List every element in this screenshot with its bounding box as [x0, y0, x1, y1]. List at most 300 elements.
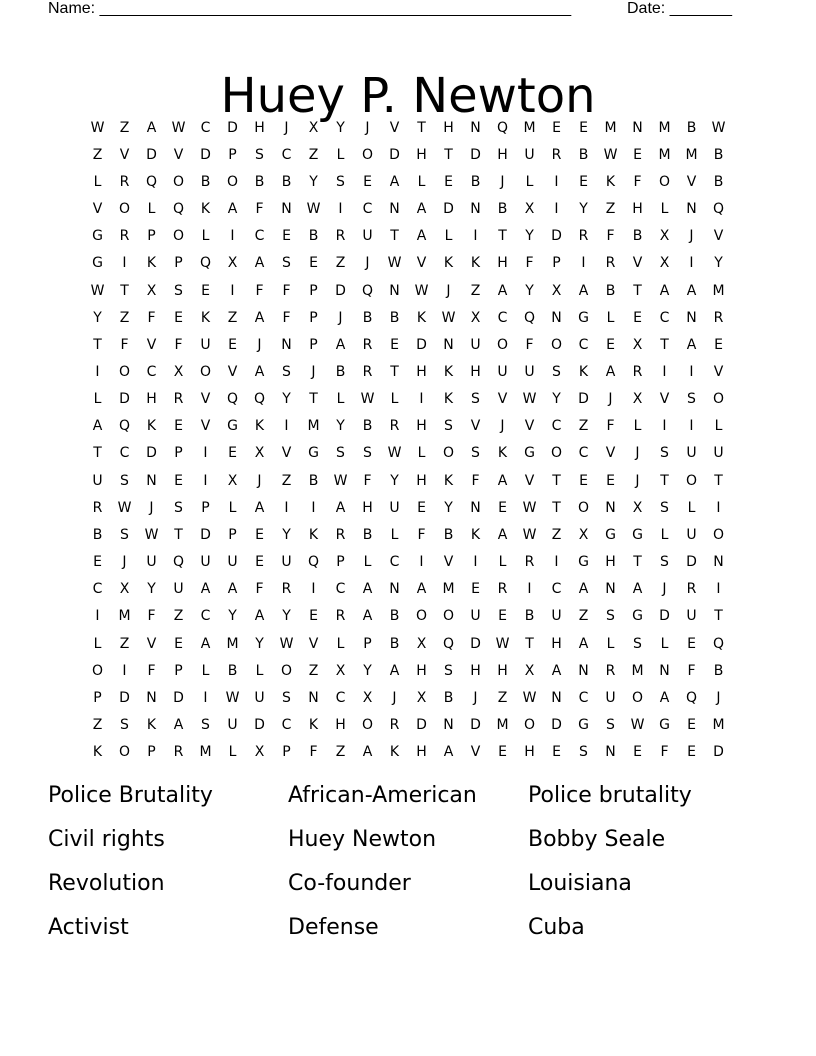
grid-letter[interactable]: A: [254, 608, 265, 625]
grid-letter[interactable]: E: [255, 554, 264, 571]
grid-letter[interactable]: C: [497, 309, 508, 326]
grid-letter[interactable]: W: [630, 717, 645, 734]
grid-letter[interactable]: N: [605, 581, 616, 598]
grid-letter[interactable]: U: [281, 554, 292, 571]
grid-letter[interactable]: K: [146, 255, 157, 272]
grid-letter[interactable]: L: [417, 173, 426, 190]
grid-letter[interactable]: W: [495, 635, 510, 652]
grid-letter[interactable]: E: [498, 499, 507, 516]
grid-letter[interactable]: Q: [685, 689, 698, 706]
grid-letter[interactable]: C: [200, 608, 211, 625]
grid-letter[interactable]: E: [606, 336, 615, 353]
grid-letter[interactable]: O: [226, 173, 239, 190]
grid-letter[interactable]: S: [120, 472, 129, 489]
grid-letter[interactable]: J: [257, 472, 262, 489]
grid-letter[interactable]: J: [365, 119, 370, 136]
grid-letter[interactable]: I: [716, 499, 721, 516]
grid-letter[interactable]: T: [714, 472, 723, 489]
grid-letter[interactable]: D: [470, 717, 481, 734]
grid-letter[interactable]: L: [336, 391, 345, 408]
grid-letter[interactable]: W: [711, 119, 726, 136]
grid-letter[interactable]: Y: [579, 201, 588, 218]
grid-letter[interactable]: U: [92, 472, 103, 489]
grid-letter[interactable]: U: [389, 499, 400, 516]
grid-letter[interactable]: I: [95, 608, 100, 625]
grid-letter[interactable]: N: [146, 472, 157, 489]
grid-letter[interactable]: A: [497, 472, 508, 489]
grid-letter[interactable]: R: [551, 146, 562, 163]
grid-letter[interactable]: O: [550, 336, 563, 353]
grid-letter[interactable]: F: [525, 336, 534, 353]
grid-letter[interactable]: T: [714, 608, 723, 625]
grid-letter[interactable]: O: [658, 173, 671, 190]
grid-letter[interactable]: C: [254, 228, 265, 245]
grid-letter[interactable]: A: [497, 282, 508, 299]
grid-letter[interactable]: Y: [93, 309, 102, 326]
grid-letter[interactable]: S: [660, 554, 669, 571]
grid-letter[interactable]: K: [416, 309, 427, 326]
grid-letter[interactable]: Z: [578, 418, 589, 435]
grid-letter[interactable]: C: [389, 554, 400, 571]
grid-letter[interactable]: V: [92, 201, 103, 218]
grid-letter[interactable]: H: [470, 363, 481, 380]
grid-letter[interactable]: W: [522, 391, 537, 408]
grid-letter[interactable]: Q: [145, 173, 158, 190]
grid-letter[interactable]: Z: [308, 662, 319, 679]
grid-letter[interactable]: N: [686, 309, 697, 326]
grid-letter[interactable]: V: [497, 391, 508, 408]
grid-letter[interactable]: T: [174, 526, 183, 543]
grid-letter[interactable]: Y: [282, 526, 291, 543]
grid-letter[interactable]: W: [90, 119, 105, 136]
grid-letter[interactable]: B: [605, 282, 616, 299]
grid-letter[interactable]: I: [554, 554, 559, 571]
grid-letter[interactable]: G: [524, 445, 535, 462]
grid-letter[interactable]: B: [497, 201, 508, 218]
grid-letter[interactable]: A: [254, 499, 265, 516]
grid-letter[interactable]: Q: [253, 391, 266, 408]
grid-letter[interactable]: D: [686, 554, 697, 571]
grid-letter[interactable]: I: [527, 581, 532, 598]
grid-letter[interactable]: H: [632, 201, 643, 218]
grid-letter[interactable]: A: [254, 309, 265, 326]
grid-letter[interactable]: V: [524, 472, 535, 489]
grid-letter[interactable]: M: [307, 418, 320, 435]
grid-letter[interactable]: J: [635, 445, 640, 462]
grid-letter[interactable]: J: [500, 173, 505, 190]
grid-letter[interactable]: T: [633, 554, 642, 571]
grid-letter[interactable]: F: [120, 336, 129, 353]
grid-letter[interactable]: I: [311, 581, 316, 598]
grid-letter[interactable]: N: [308, 689, 319, 706]
grid-letter[interactable]: A: [578, 635, 589, 652]
grid-letter[interactable]: C: [578, 336, 589, 353]
grid-letter[interactable]: F: [147, 608, 156, 625]
grid-letter[interactable]: Y: [228, 608, 237, 625]
grid-letter[interactable]: E: [228, 445, 237, 462]
grid-letter[interactable]: B: [713, 662, 724, 679]
grid-letter[interactable]: F: [633, 173, 642, 190]
grid-letter[interactable]: E: [498, 608, 507, 625]
grid-letter[interactable]: H: [254, 119, 265, 136]
grid-letter[interactable]: A: [686, 282, 697, 299]
grid-letter[interactable]: X: [632, 391, 643, 408]
grid-letter[interactable]: F: [363, 472, 372, 489]
grid-letter[interactable]: K: [605, 173, 616, 190]
grid-letter[interactable]: P: [174, 255, 183, 272]
grid-letter[interactable]: R: [173, 391, 184, 408]
grid-letter[interactable]: B: [389, 309, 400, 326]
grid-letter[interactable]: G: [578, 309, 589, 326]
grid-letter[interactable]: R: [389, 418, 400, 435]
grid-letter[interactable]: H: [416, 662, 427, 679]
grid-letter[interactable]: V: [524, 418, 535, 435]
grid-letter[interactable]: X: [416, 635, 427, 652]
grid-letter[interactable]: H: [470, 662, 481, 679]
grid-letter[interactable]: V: [416, 255, 427, 272]
grid-letter[interactable]: I: [554, 201, 559, 218]
grid-letter[interactable]: H: [416, 744, 427, 761]
grid-letter[interactable]: S: [606, 608, 615, 625]
grid-letter[interactable]: J: [500, 418, 505, 435]
grid-letter[interactable]: X: [119, 581, 130, 598]
grid-letter[interactable]: F: [471, 472, 480, 489]
grid-letter[interactable]: P: [228, 146, 237, 163]
grid-letter[interactable]: G: [632, 526, 643, 543]
grid-letter[interactable]: K: [443, 363, 454, 380]
grid-letter[interactable]: S: [174, 499, 183, 516]
grid-letter[interactable]: L: [525, 173, 534, 190]
grid-letter[interactable]: R: [335, 228, 346, 245]
grid-letter[interactable]: Q: [361, 282, 374, 299]
grid-letter[interactable]: N: [470, 119, 481, 136]
grid-letter[interactable]: E: [714, 336, 723, 353]
grid-letter[interactable]: M: [712, 717, 725, 734]
grid-letter[interactable]: S: [336, 173, 345, 190]
grid-letter[interactable]: K: [254, 418, 265, 435]
grid-letter[interactable]: Z: [335, 744, 346, 761]
grid-letter[interactable]: G: [659, 717, 670, 734]
grid-letter[interactable]: A: [605, 363, 616, 380]
grid-letter[interactable]: Y: [336, 119, 345, 136]
grid-letter[interactable]: V: [389, 119, 400, 136]
grid-letter[interactable]: U: [200, 554, 211, 571]
grid-letter[interactable]: P: [147, 744, 156, 761]
grid-letter[interactable]: O: [550, 445, 563, 462]
grid-letter[interactable]: P: [282, 744, 291, 761]
grid-letter[interactable]: T: [552, 499, 561, 516]
grid-letter[interactable]: J: [716, 689, 721, 706]
grid-letter[interactable]: Q: [172, 554, 185, 571]
grid-letter[interactable]: K: [308, 717, 319, 734]
grid-letter[interactable]: R: [632, 363, 643, 380]
grid-letter[interactable]: M: [658, 146, 671, 163]
grid-letter[interactable]: S: [444, 662, 453, 679]
grid-letter[interactable]: D: [713, 744, 724, 761]
grid-letter[interactable]: Q: [118, 418, 131, 435]
grid-letter[interactable]: O: [685, 472, 698, 489]
grid-letter[interactable]: M: [523, 119, 536, 136]
grid-letter[interactable]: H: [416, 146, 427, 163]
grid-letter[interactable]: N: [443, 717, 454, 734]
grid-letter[interactable]: T: [660, 472, 669, 489]
grid-letter[interactable]: B: [443, 526, 454, 543]
grid-letter[interactable]: D: [173, 689, 184, 706]
grid-letter[interactable]: I: [554, 173, 559, 190]
date-field[interactable]: Date: _______: [627, 0, 732, 17]
grid-letter[interactable]: P: [309, 336, 318, 353]
grid-letter[interactable]: U: [200, 336, 211, 353]
grid-letter[interactable]: W: [522, 499, 537, 516]
grid-letter[interactable]: W: [279, 635, 294, 652]
grid-letter[interactable]: L: [660, 526, 669, 543]
grid-letter[interactable]: D: [200, 526, 211, 543]
grid-letter[interactable]: V: [659, 391, 670, 408]
grid-letter[interactable]: L: [336, 146, 345, 163]
grid-letter[interactable]: H: [551, 635, 562, 652]
grid-letter[interactable]: O: [172, 228, 185, 245]
grid-letter[interactable]: I: [662, 418, 667, 435]
grid-letter[interactable]: K: [443, 391, 454, 408]
grid-letter[interactable]: U: [227, 554, 238, 571]
grid-letter[interactable]: Y: [390, 472, 399, 489]
grid-letter[interactable]: R: [578, 228, 589, 245]
grid-letter[interactable]: R: [335, 608, 346, 625]
grid-letter[interactable]: F: [309, 744, 318, 761]
grid-letter[interactable]: N: [713, 554, 724, 571]
grid-letter[interactable]: A: [227, 581, 238, 598]
grid-letter[interactable]: O: [577, 499, 590, 516]
grid-letter[interactable]: E: [363, 173, 372, 190]
grid-letter[interactable]: W: [171, 119, 186, 136]
grid-letter[interactable]: X: [524, 201, 535, 218]
grid-letter[interactable]: G: [227, 418, 238, 435]
grid-letter[interactable]: A: [227, 201, 238, 218]
grid-letter[interactable]: R: [362, 336, 373, 353]
grid-letter[interactable]: T: [390, 228, 399, 245]
grid-letter[interactable]: N: [146, 689, 157, 706]
grid-letter[interactable]: R: [119, 228, 130, 245]
grid-letter[interactable]: F: [255, 201, 264, 218]
grid-letter[interactable]: A: [416, 581, 427, 598]
grid-letter[interactable]: B: [200, 173, 211, 190]
grid-letter[interactable]: C: [281, 717, 292, 734]
grid-letter[interactable]: E: [687, 635, 696, 652]
grid-letter[interactable]: L: [228, 744, 237, 761]
grid-letter[interactable]: Z: [497, 689, 508, 706]
grid-letter[interactable]: H: [416, 472, 427, 489]
grid-letter[interactable]: B: [281, 173, 292, 190]
grid-letter[interactable]: X: [362, 689, 373, 706]
grid-letter[interactable]: N: [470, 201, 481, 218]
grid-letter[interactable]: L: [417, 445, 426, 462]
grid-letter[interactable]: F: [606, 228, 615, 245]
grid-letter[interactable]: E: [417, 499, 426, 516]
grid-letter[interactable]: I: [230, 282, 235, 299]
grid-letter[interactable]: O: [523, 717, 536, 734]
grid-letter[interactable]: I: [581, 255, 586, 272]
grid-letter[interactable]: C: [335, 581, 346, 598]
grid-letter[interactable]: A: [443, 744, 454, 761]
grid-letter[interactable]: X: [254, 744, 265, 761]
grid-letter[interactable]: J: [284, 119, 289, 136]
grid-letter[interactable]: Z: [92, 146, 103, 163]
grid-letter[interactable]: A: [389, 662, 400, 679]
grid-letter[interactable]: H: [524, 744, 535, 761]
grid-letter[interactable]: I: [473, 554, 478, 571]
grid-letter[interactable]: R: [713, 309, 724, 326]
grid-letter[interactable]: J: [365, 255, 370, 272]
grid-letter[interactable]: N: [470, 499, 481, 516]
grid-letter[interactable]: T: [552, 472, 561, 489]
grid-letter[interactable]: R: [686, 581, 697, 598]
grid-letter[interactable]: M: [658, 119, 671, 136]
grid-letter[interactable]: K: [200, 201, 211, 218]
grid-letter[interactable]: B: [254, 173, 265, 190]
grid-letter[interactable]: V: [443, 554, 454, 571]
grid-letter[interactable]: U: [524, 363, 535, 380]
grid-letter[interactable]: P: [174, 445, 183, 462]
grid-letter[interactable]: R: [173, 744, 184, 761]
grid-letter[interactable]: S: [282, 255, 291, 272]
grid-letter[interactable]: Z: [281, 472, 292, 489]
grid-letter[interactable]: H: [335, 717, 346, 734]
grid-letter[interactable]: E: [174, 418, 183, 435]
grid-letter[interactable]: M: [604, 119, 617, 136]
grid-letter[interactable]: K: [578, 363, 589, 380]
grid-letter[interactable]: W: [387, 445, 402, 462]
name-field[interactable]: Name: _____________________________________________________: [48, 0, 572, 17]
grid-letter[interactable]: L: [687, 499, 696, 516]
grid-letter[interactable]: H: [497, 255, 508, 272]
grid-letter[interactable]: F: [417, 526, 426, 543]
grid-letter[interactable]: L: [255, 662, 264, 679]
grid-letter[interactable]: B: [713, 146, 724, 163]
grid-letter[interactable]: E: [444, 173, 453, 190]
grid-letter[interactable]: S: [444, 418, 453, 435]
grid-letter[interactable]: E: [309, 255, 318, 272]
grid-letter[interactable]: T: [309, 391, 318, 408]
grid-letter[interactable]: J: [635, 472, 640, 489]
grid-letter[interactable]: L: [201, 662, 210, 679]
grid-letter[interactable]: B: [578, 146, 589, 163]
grid-letter[interactable]: C: [551, 581, 562, 598]
grid-letter[interactable]: S: [471, 445, 480, 462]
grid-letter[interactable]: X: [632, 499, 643, 516]
grid-letter[interactable]: E: [174, 309, 183, 326]
grid-letter[interactable]: F: [660, 744, 669, 761]
grid-letter[interactable]: P: [309, 282, 318, 299]
grid-letter[interactable]: B: [524, 608, 535, 625]
grid-letter[interactable]: D: [146, 146, 157, 163]
grid-letter[interactable]: A: [497, 526, 508, 543]
grid-letter[interactable]: K: [443, 255, 454, 272]
grid-letter[interactable]: I: [689, 255, 694, 272]
grid-letter[interactable]: U: [227, 717, 238, 734]
grid-letter[interactable]: E: [687, 744, 696, 761]
grid-letter[interactable]: E: [552, 744, 561, 761]
grid-letter[interactable]: J: [338, 309, 343, 326]
grid-letter[interactable]: V: [173, 146, 184, 163]
grid-letter[interactable]: W: [603, 146, 618, 163]
grid-letter[interactable]: S: [660, 499, 669, 516]
grid-letter[interactable]: N: [551, 689, 562, 706]
grid-letter[interactable]: I: [419, 391, 424, 408]
grid-letter[interactable]: T: [633, 282, 642, 299]
grid-letter[interactable]: B: [443, 689, 454, 706]
grid-letter[interactable]: Z: [119, 309, 130, 326]
grid-letter[interactable]: W: [522, 689, 537, 706]
grid-letter[interactable]: W: [387, 255, 402, 272]
grid-letter[interactable]: D: [470, 146, 481, 163]
grid-letter[interactable]: X: [470, 309, 481, 326]
grid-letter[interactable]: J: [257, 336, 262, 353]
grid-letter[interactable]: Y: [282, 608, 291, 625]
grid-letter[interactable]: A: [416, 201, 427, 218]
grid-letter[interactable]: U: [524, 146, 535, 163]
grid-letter[interactable]: I: [311, 499, 316, 516]
grid-letter[interactable]: G: [578, 554, 589, 571]
grid-letter[interactable]: X: [632, 336, 643, 353]
grid-letter[interactable]: C: [578, 445, 589, 462]
grid-letter[interactable]: I: [203, 689, 208, 706]
grid-letter[interactable]: F: [147, 309, 156, 326]
grid-letter[interactable]: H: [416, 363, 427, 380]
grid-letter[interactable]: I: [122, 662, 127, 679]
grid-letter[interactable]: F: [255, 282, 264, 299]
grid-letter[interactable]: T: [93, 336, 102, 353]
grid-letter[interactable]: A: [416, 228, 427, 245]
grid-letter[interactable]: W: [333, 472, 348, 489]
grid-letter[interactable]: P: [93, 689, 102, 706]
grid-letter[interactable]: O: [712, 526, 725, 543]
grid-letter[interactable]: H: [416, 418, 427, 435]
grid-letter[interactable]: H: [146, 391, 157, 408]
grid-letter[interactable]: D: [146, 445, 157, 462]
grid-letter[interactable]: A: [551, 662, 562, 679]
grid-letter[interactable]: Q: [523, 309, 536, 326]
grid-letter[interactable]: B: [632, 228, 643, 245]
grid-letter[interactable]: E: [633, 309, 642, 326]
grid-letter[interactable]: X: [659, 255, 670, 272]
grid-letter[interactable]: P: [552, 255, 561, 272]
grid-letter[interactable]: L: [714, 418, 723, 435]
grid-letter[interactable]: O: [172, 173, 185, 190]
grid-letter[interactable]: E: [255, 526, 264, 543]
grid-letter[interactable]: N: [281, 201, 292, 218]
grid-letter[interactable]: C: [551, 418, 562, 435]
grid-letter[interactable]: L: [633, 418, 642, 435]
grid-letter[interactable]: E: [201, 282, 210, 299]
grid-letter[interactable]: C: [578, 689, 589, 706]
grid-letter[interactable]: V: [713, 228, 724, 245]
grid-letter[interactable]: R: [119, 173, 130, 190]
grid-letter[interactable]: J: [122, 554, 127, 571]
grid-letter[interactable]: N: [632, 119, 643, 136]
grid-letter[interactable]: V: [632, 255, 643, 272]
grid-letter[interactable]: B: [227, 662, 238, 679]
grid-letter[interactable]: I: [689, 363, 694, 380]
grid-letter[interactable]: Y: [282, 391, 291, 408]
grid-letter[interactable]: L: [93, 173, 102, 190]
grid-letter[interactable]: P: [363, 635, 372, 652]
grid-letter[interactable]: K: [92, 744, 103, 761]
grid-letter[interactable]: Q: [496, 119, 509, 136]
grid-letter[interactable]: V: [200, 391, 211, 408]
grid-letter[interactable]: X: [227, 472, 238, 489]
grid-letter[interactable]: L: [93, 391, 102, 408]
grid-letter[interactable]: C: [362, 201, 373, 218]
